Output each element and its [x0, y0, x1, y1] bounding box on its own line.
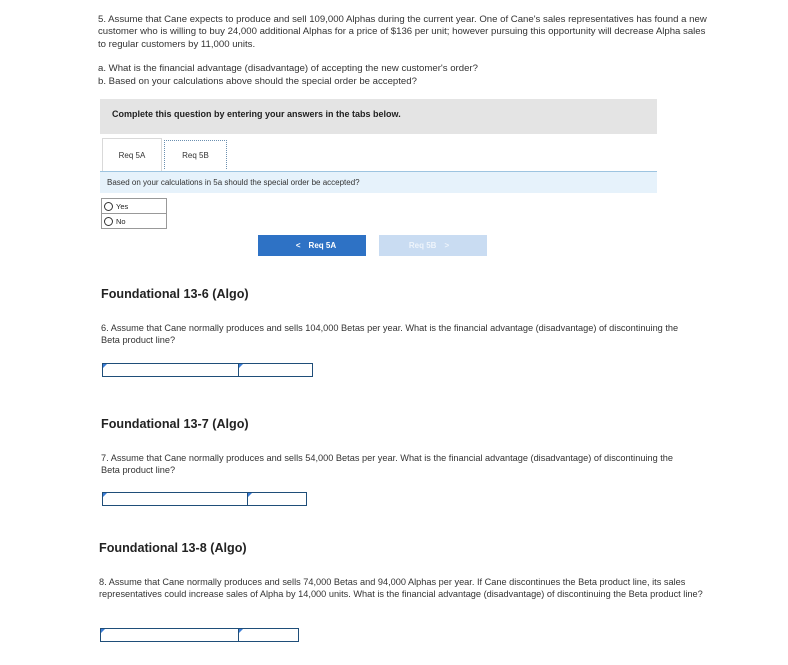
option-no-label: No: [116, 216, 126, 226]
question-6: [101, 322, 691, 346]
answer-7-label-field[interactable]: [103, 493, 247, 505]
dropdown-marker-icon: [239, 364, 243, 368]
question-5-part-a: a. What is the financial advantage (disadvantage) of accepting the new customer's order?: [98, 63, 478, 75]
answer-8-label-field[interactable]: [101, 629, 238, 641]
question-7-text: 7. Assume that Cane normally produces and sells 54,000 Betas per year. What is the financial advantage (disadvantage) of discontinuing the Beta product line?: [101, 453, 674, 475]
section-title-13-6: Foundational 13-6 (Algo): [101, 287, 249, 301]
answer-row-7: [102, 492, 307, 506]
question-5: [98, 14, 708, 88]
dropdown-marker-icon: [101, 629, 105, 633]
answer-row-6: [102, 363, 313, 377]
option-yes[interactable]: [102, 199, 166, 213]
instructions-text: Complete this question by entering your answers in the tabs below.: [112, 109, 401, 119]
radio-icon[interactable]: [104, 217, 113, 226]
chevron-right-icon: >: [444, 241, 450, 250]
question-6-text: 6. Assume that Cane normally produces and sells 104,000 Betas per year. What is the financial advantage (disadvantage) of discontinuing the Beta product line?: [101, 323, 679, 345]
answer-6-label-field[interactable]: [103, 364, 238, 376]
answer-8-amount-field[interactable]: [238, 629, 298, 641]
next-req-button[interactable]: [379, 235, 487, 256]
tab-req-5a[interactable]: Req 5A: [102, 138, 162, 171]
answer-options: [101, 198, 167, 229]
req-prompt-text: Based on your calculations in 5a should the special order be accepted?: [107, 178, 360, 187]
question-8: [99, 576, 704, 600]
dropdown-marker-icon: [239, 629, 243, 633]
answer-6-amount-field[interactable]: [238, 364, 312, 376]
dropdown-marker-icon: [103, 493, 107, 497]
prev-req-button[interactable]: [258, 235, 366, 256]
instructions-header: [100, 99, 657, 134]
dropdown-marker-icon: [248, 493, 252, 497]
answer-7-amount-field[interactable]: [247, 493, 306, 505]
chevron-left-icon: <: [295, 241, 301, 250]
answer-row-8: [100, 628, 299, 642]
radio-icon[interactable]: [104, 202, 113, 211]
prev-req-label: Req 5A: [308, 241, 337, 250]
next-req-label: Req 5B: [408, 241, 437, 250]
section-title-13-8: Foundational 13-8 (Algo): [99, 541, 247, 555]
option-no[interactable]: [102, 213, 166, 228]
question-8-text: 8. Assume that Cane normally produces and sells 74,000 Betas and 94,000 Alphas per year. If Cane discontinues the Beta product line, its sales representatives could increase sales of Alpha by 14,000 units. What is the financial advantage (disadvantage) of discontinuing the Beta product line?: [99, 577, 703, 599]
question-5-part-b: b. Based on your calculations above should the special order be accepted?: [98, 75, 417, 87]
tab-req-5b[interactable]: Req 5B: [164, 140, 227, 169]
option-yes-label: Yes: [116, 201, 129, 211]
dropdown-marker-icon: [103, 364, 107, 368]
question-5-intro: 5. Assume that Cane expects to produce and sell 109,000 Alphas during the current year. One of Cane's sales representatives has found a new customer who is willing to buy 24,000 additional Alphas for a price of $136 per unit; however pursuing this opportunity will decrease Alpha sales to regular customers by 11,000 units.: [98, 14, 707, 50]
req-prompt-bar: [100, 172, 657, 193]
question-7: [101, 452, 691, 476]
section-title-13-7: Foundational 13-7 (Algo): [101, 417, 249, 431]
req-tabs: [100, 138, 657, 172]
